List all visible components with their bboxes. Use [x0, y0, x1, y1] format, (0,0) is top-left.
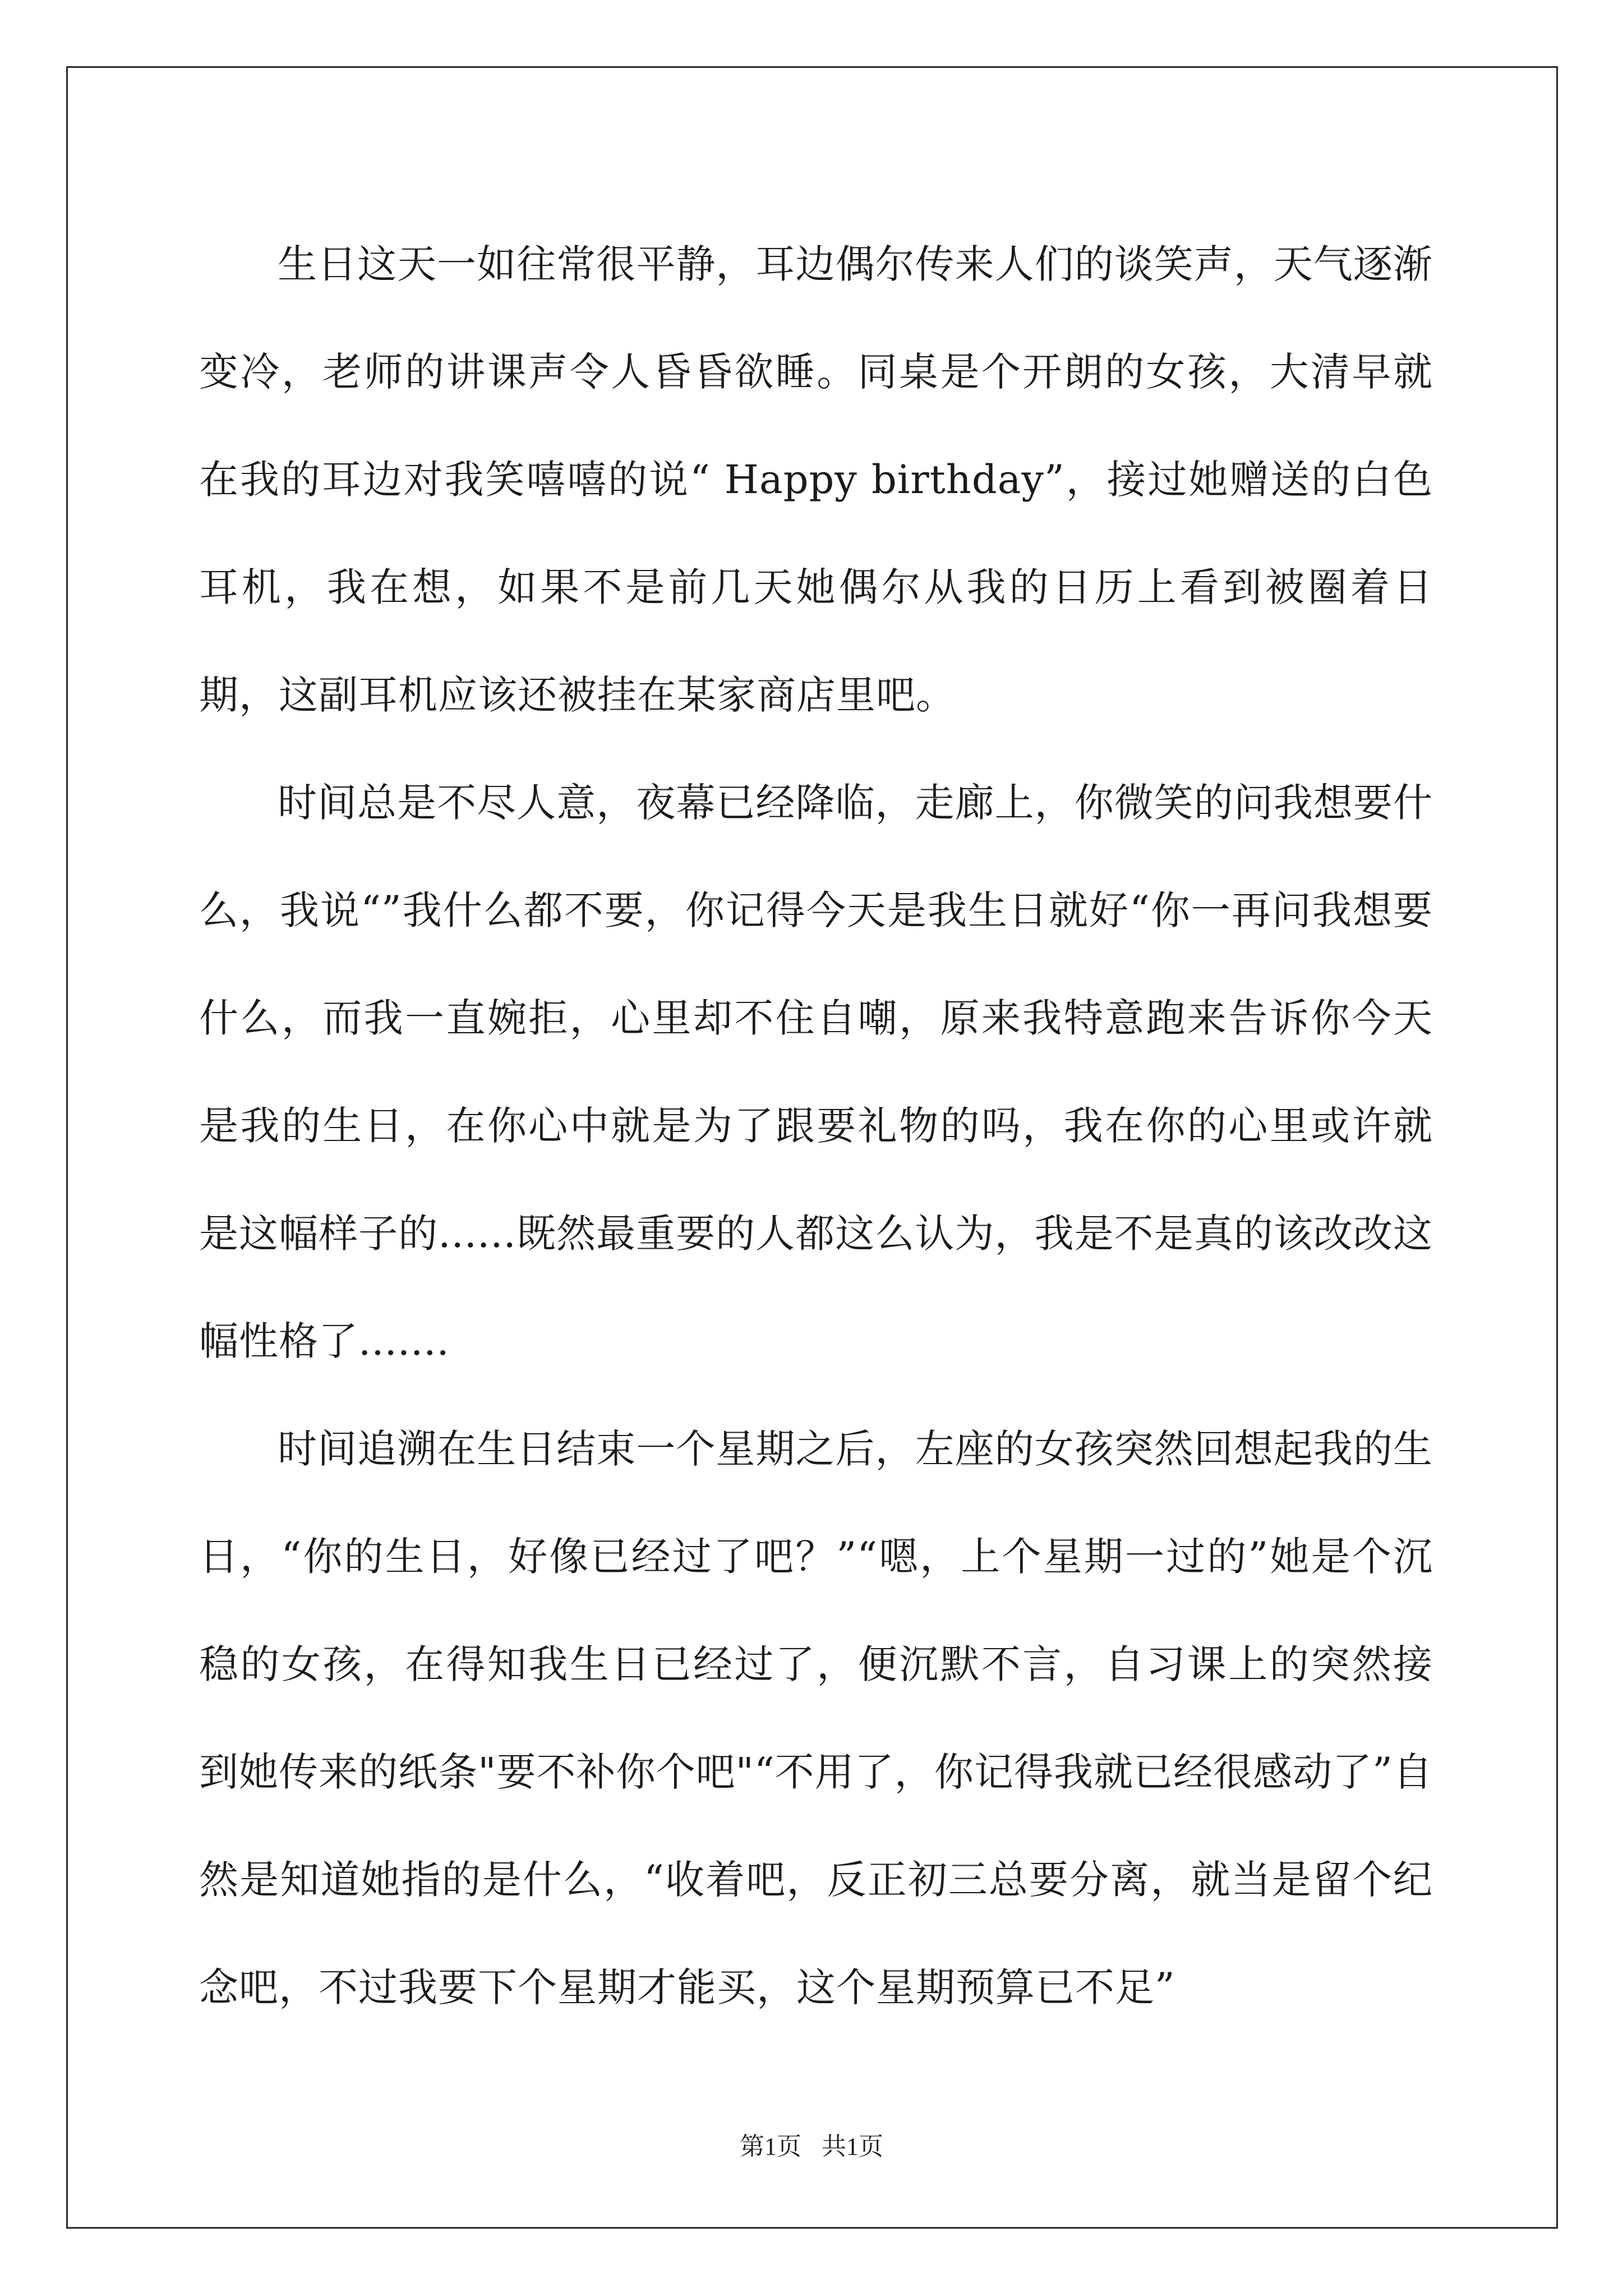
paragraph-3: 时间追溯在生日结束一个星期之后，左座的女孩突然回想起我的生日，“你的生日，好像已经过了吧？”“嗯，上个星期一过的”她是个沉稳的女孩，在得知我生日已经过了，便沉默不言，自习课上的突然接到她传来的纸条"要不补你个吧"“不用了，你记得我就已经很感动了”自然是知道她指的是什么，“收着吧，反正初三总要分离，就当是留个纪念吧，不过我要下个星期才能买，这个星期预算已不足” [199, 1426, 1433, 2010]
page-footer [0, 2126, 1623, 2162]
paragraph-1: 生日这天一如往常很平静，耳边偶尔传来人们的谈笑声，天气逐渐变冷，老师的讲课声令人昏昏欲睡。同桌是个开朗的女孩，大清早就在我的耳边对我笑嘻嘻的说“ Happy birthday”，接过她赠送的白色耳机，我在想，如果不是前几天她偶尔从我的日历上看到被圈着日期，这副耳机应该还被挂在某家商店里吧。 [199, 241, 1433, 718]
page-number: 第1页 [740, 2133, 801, 2160]
page-total: 共1页 [822, 2133, 883, 2160]
paragraph-2: 时间总是不尽人意，夜幕已经降临，走廊上，你微笑的问我想要什么，我说“”我什么都不要，你记得今天是我生日就好“你一再问我想要什么，而我一直婉拒，心里却不住自嘲，原来我特意跑来告诉你今天是我的生日，在你心中就是为了跟要礼物的吗，我在你的心里或许就是这幅样子的......既然最重要的人都这么认为，我是不是真的该改改这幅性格了....... [199, 780, 1433, 1364]
document-body [199, 210, 1433, 2041]
